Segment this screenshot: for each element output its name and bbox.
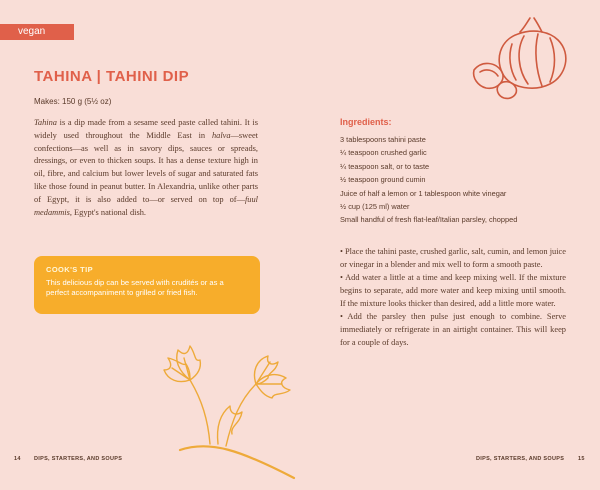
- cooks-tip-box: [34, 256, 260, 314]
- method-steps: [340, 245, 566, 349]
- garlic-illustration: [468, 8, 588, 108]
- ingredient-item: Small handful of fresh flat-leaf/Italian parsley, chopped: [340, 215, 518, 225]
- intro-text-2: —sweet confections—as well as in savory dips, sauces or spreads, dressings, or even to thicken soups. It has a dense texture high in oil, fibre, and calcium but lower levels of sugar and saturated fats like those found in peanut butter. In Alexandria, unlike other parts of Egypt, it is also added to—or served on top of—: [34, 130, 258, 204]
- method-step: • Add water a little at a time and keep mixing well. If the mixture begins to separate, add more water and keep mixing until smooth. If the mixture looks thicker than desired, add a little more water.: [340, 273, 566, 308]
- ingredient-item: ¼ teaspoon salt, or to taste: [340, 161, 430, 171]
- intro-term-fuul: fuul medammis: [34, 194, 258, 217]
- tip-body: This delicious dip can be served with crudités or as a perfect accompaniment to grilled or fried fish.: [46, 278, 224, 297]
- right-page-number: 15: [578, 456, 585, 462]
- yield-text: Makes: 150 g (5½ oz): [34, 97, 112, 106]
- ingredient-item: 3 tablespoons tahini paste: [340, 135, 426, 144]
- left-running-footer: DIPS, STARTERS, AND SOUPS: [34, 456, 123, 462]
- intro-paragraph: [34, 117, 258, 219]
- method-step: • Add the parsley then pulse just enough to combine. Serve immediately or refrigerate in an airtight container. This will keep for a couple of days.: [340, 312, 566, 347]
- section-tag: vegan: [0, 24, 74, 40]
- intro-text-3: , Egypt's national dish.: [69, 207, 147, 217]
- recipe-title: TAHINA | TAHINI DIP: [34, 68, 190, 85]
- ingredient-item: ½ cup (125 ml) water: [340, 202, 410, 212]
- intro-term: Tahina: [34, 118, 57, 127]
- ingredients-title: Ingredients:: [340, 117, 392, 127]
- parsley-illustration: [160, 340, 300, 490]
- left-page-number: 14: [14, 456, 21, 462]
- method-step: • Place the tahini paste, crushed garlic, salt, cumin, and lemon juice or vinegar in a blender and mix well to form a smooth paste.: [340, 247, 566, 269]
- ingredient-item: ½ teaspoon ground cumin: [340, 175, 426, 185]
- intro-text-1: is a dip made from a sesame seed paste called tahini. It is widely used throughout the Middle East in: [34, 118, 258, 140]
- ingredient-item: Juice of half a lemon or 1 tablespoon white vinegar: [340, 188, 507, 198]
- tip-title: COOK'S TIP: [46, 265, 94, 274]
- right-running-footer: DIPS, STARTERS, AND SOUPS: [476, 456, 565, 462]
- ingredients-list: [340, 133, 517, 227]
- ingredient-item: ¼ teaspoon crushed garlic: [340, 148, 427, 158]
- intro-term-halva: halva: [211, 130, 231, 140]
